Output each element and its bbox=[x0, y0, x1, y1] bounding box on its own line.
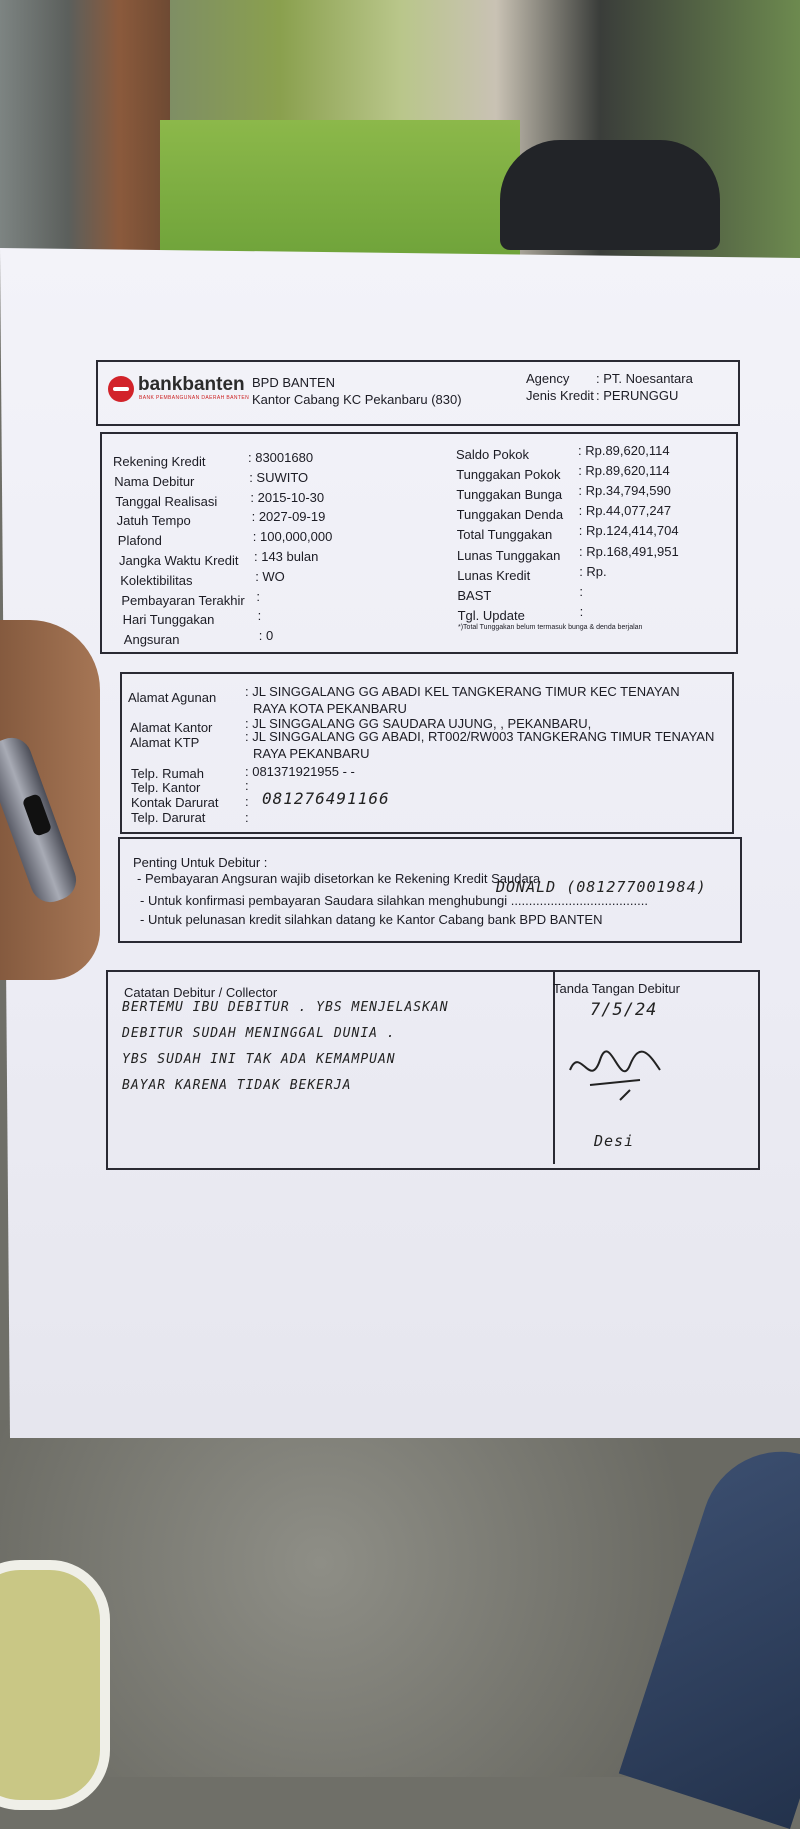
loan-left-label: Tanggal Realisasi bbox=[115, 493, 218, 509]
telp-darurat-value: : bbox=[245, 810, 249, 825]
notes-line: YBS SUDAH INI TAK ADA KEMAMPUAN bbox=[122, 1052, 396, 1067]
shoe-photo bbox=[0, 1560, 110, 1810]
alamat-ktp-line1: : JL SINGGALANG GG ABADI, RT002/RW003 TANGKERANG TIMUR TENAYAN bbox=[245, 729, 715, 744]
loan-left-label: Kolektibilitas bbox=[120, 572, 193, 588]
loan-left-label: Plafond bbox=[117, 533, 162, 549]
loan-right-label: Total Tunggakan bbox=[456, 527, 553, 543]
alamat-agunan-line1: : JL SINGGALANG GG ABADI KEL TANGKERANG TIMUR KEC TENAYAN bbox=[245, 684, 680, 699]
loan-note: *)Total Tunggakan belum termasuk bunga & denda berjalan bbox=[458, 624, 643, 631]
branch-name: Kantor Cabang KC Pekanbaru (830) bbox=[252, 392, 462, 407]
telp-kantor-label: Telp. Kantor bbox=[131, 780, 201, 795]
loan-right-label: Tunggakan Pokok bbox=[456, 467, 561, 483]
loan-right-value: : Rp.89,620,114 bbox=[578, 463, 670, 479]
notes-line: BERTEMU IBU DEBITUR . YBS MENJELASKAN bbox=[122, 1000, 449, 1015]
loan-right-label: Tgl. Update bbox=[457, 607, 525, 623]
alamat-agunan-label: Alamat Agunan bbox=[128, 690, 217, 705]
telp-rumah-value: : 081371921955 - - bbox=[245, 764, 355, 779]
signature-mark bbox=[560, 1040, 670, 1110]
photo-background-top bbox=[0, 0, 800, 260]
telp-kantor-value: : bbox=[245, 778, 249, 793]
loan-right-label: Lunas Kredit bbox=[457, 567, 531, 583]
loan-right-value: : bbox=[579, 603, 584, 619]
important-line1: - Pembayaran Angsuran wajib disetorkan ke Rekening Kredit Saudara bbox=[137, 871, 541, 886]
grass-photo bbox=[160, 120, 520, 260]
loan-right-value: : Rp. bbox=[579, 563, 607, 579]
loan-left-label: Rekening Kredit bbox=[113, 454, 206, 469]
loan-right-label: Lunas Tunggakan bbox=[457, 547, 561, 563]
jenis-kredit-label: Jenis Kredit bbox=[526, 388, 594, 403]
alamat-ktp-line2: RAYA PEKANBARU bbox=[253, 746, 370, 761]
signature-name: Desi bbox=[594, 1132, 635, 1150]
telp-rumah-label: Telp. Rumah bbox=[131, 766, 204, 781]
important-line3: - Untuk pelunasan kredit silahkan datang ke Kantor Cabang bank BPD BANTEN bbox=[140, 912, 603, 927]
jenis-kredit-value: : PERUNGGU bbox=[596, 388, 679, 403]
alamat-agunan-line2: RAYA KOTA PEKANBARU bbox=[253, 701, 407, 716]
alamat-kantor-label: Alamat Kantor bbox=[130, 720, 213, 735]
loan-left-label: Pembayaran Terakhir bbox=[121, 592, 245, 608]
bank-name: BPD BANTEN bbox=[252, 375, 336, 390]
loan-right-value: : Rp.124,414,704 bbox=[578, 523, 679, 539]
signature-title: Tanda Tangan Debitur bbox=[553, 981, 680, 996]
loan-left-label: Nama Debitur bbox=[114, 473, 195, 489]
loan-right-label: Tunggakan Denda bbox=[456, 507, 564, 523]
loan-left-label: Jatuh Tempo bbox=[116, 513, 191, 529]
wall-photo bbox=[0, 0, 170, 260]
kontak-darurat-label: Kontak Darurat bbox=[131, 795, 219, 810]
loan-left-value: : bbox=[257, 608, 262, 624]
loan-left-value: : 100,000,000 bbox=[252, 529, 333, 545]
loan-left-value: : bbox=[256, 588, 261, 604]
loan-right-value: : Rp.44,077,247 bbox=[578, 503, 672, 519]
bank-logo-icon bbox=[108, 376, 134, 402]
loan-right-value: : bbox=[579, 583, 584, 599]
agency-label: Agency bbox=[526, 371, 570, 386]
notes-line: BAYAR KARENA TIDAK BEKERJA bbox=[122, 1078, 352, 1093]
loan-left-value: : 83001680 bbox=[248, 450, 314, 465]
loan-left-label: Jangka Waktu Kredit bbox=[119, 553, 239, 568]
loan-right-value: : Rp.34,794,590 bbox=[578, 483, 671, 499]
loan-left-value: : 2015-10-30 bbox=[250, 489, 325, 505]
agency-value: : PT. Noesantara bbox=[596, 371, 693, 386]
notes-title: Catatan Debitur / Collector bbox=[124, 985, 278, 1000]
kontak-darurat-value: : bbox=[245, 794, 249, 809]
loan-left-label: Hari Tunggakan bbox=[122, 612, 215, 628]
motorbike-photo bbox=[500, 140, 720, 250]
loan-right-label: Tunggakan Bunga bbox=[456, 487, 563, 503]
loan-right-value: : Rp.168,491,951 bbox=[579, 543, 679, 559]
loan-right-label: BAST bbox=[457, 587, 492, 603]
alamat-kantor-value: : JL SINGGALANG GG SAUDARA UJUNG, , PEKANBARU, bbox=[245, 716, 592, 731]
loan-right-value: : Rp.89,620,114 bbox=[578, 443, 670, 458]
signature-divider bbox=[553, 970, 555, 1164]
contact-handwritten: DONALD (081277001984) bbox=[496, 878, 707, 896]
loan-left-value: : 0 bbox=[258, 628, 274, 644]
loan-left-value: : SUWITO bbox=[249, 469, 309, 485]
bank-logo-subtext: BANK PEMBANGUNAN DAERAH BANTEN bbox=[139, 395, 250, 401]
kontak-darurat-handwritten: 081276491166 bbox=[262, 789, 390, 808]
loan-right-label: Saldo Pokok bbox=[456, 447, 529, 462]
loan-left-value: : 143 bulan bbox=[254, 549, 319, 564]
alamat-ktp-label: Alamat KTP bbox=[130, 735, 200, 750]
loan-left-value: : 2027-09-19 bbox=[251, 509, 326, 525]
bank-logo-text: bankbanten bbox=[138, 374, 245, 395]
important-title: Penting Untuk Debitur : bbox=[133, 855, 268, 870]
loan-left-label: Angsuran bbox=[123, 632, 180, 648]
loan-left-value: : WO bbox=[255, 568, 285, 584]
signature-date: 7/5/24 bbox=[590, 1000, 658, 1020]
telp-darurat-label: Telp. Darurat bbox=[131, 810, 206, 825]
important-line2: - Untuk konfirmasi pembayaran Saudara silahkan menghubungi ...................................... bbox=[140, 893, 648, 908]
notes-line: DEBITUR SUDAH MENINGGAL DUNIA . bbox=[122, 1026, 396, 1041]
